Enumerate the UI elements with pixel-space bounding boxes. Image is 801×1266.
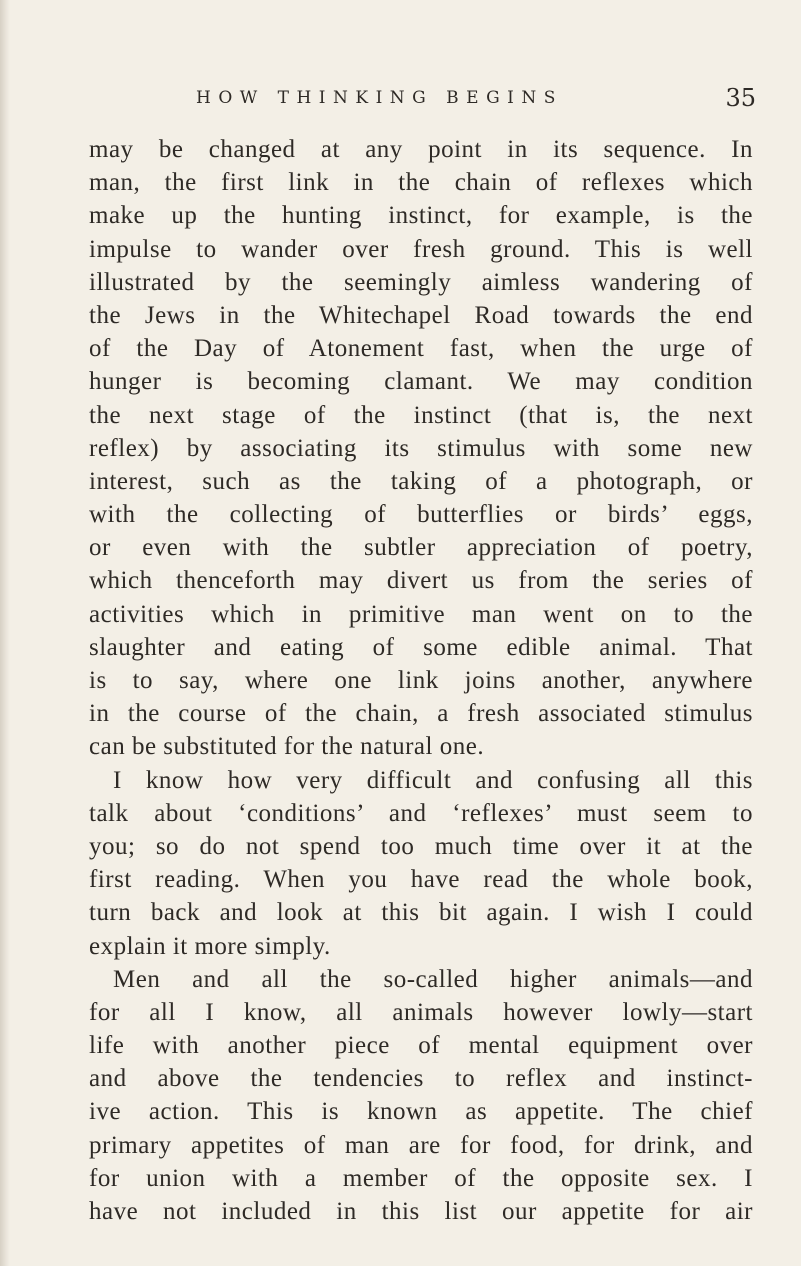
page-gutter-shadow [0, 0, 10, 1266]
text-line: Men and all the so-called higher animals—and [113, 965, 753, 993]
text-line: turn back and look at this bit again. I wish I could [89, 899, 753, 927]
text-line: talk about ‘conditions’ and ‘reflexes’ must seem to [89, 799, 753, 827]
page-number: 35 [725, 84, 756, 112]
text-line: make up the hunting instinct, for example, is the [89, 202, 753, 230]
body-text [89, 133, 753, 1228]
text-line: for union with a member of the opposite sex. I [89, 1164, 753, 1192]
text-line: for all I know, all animals however lowly—start [89, 998, 753, 1026]
text-line: hunger is becoming clamant. We may condition [89, 368, 753, 396]
text-line: you; so do not spend too much time over it at the [89, 832, 753, 860]
text-line: in the course of the chain, a fresh associated stimulus [89, 700, 753, 728]
text-line: illustrated by the seemingly aimless wandering of [89, 268, 753, 296]
text-line: is to say, where one link joins another, anywhere [89, 667, 753, 694]
running-title: HOW THINKING BEGINS [196, 88, 563, 108]
text-line: man, the first link in the chain of reflexes which [89, 169, 753, 197]
text-line: impulse to wander over fresh ground. This is well [89, 235, 753, 263]
text-line: activities which in primitive man went on to the [89, 600, 753, 628]
text-line: may be changed at any point in its sequence. In [89, 136, 753, 163]
text-line: with the collecting of butterflies or birds’ eggs, [89, 501, 753, 529]
text-line: can be substituted for the natural one. [89, 733, 485, 761]
text-line: interest, such as the taking of a photograph, or [89, 467, 753, 495]
text-line: reflex) by associating its stimulus with some new [89, 434, 753, 462]
text-line: slaughter and eating of some edible animal. That [89, 633, 753, 661]
text-line: I know how very difficult and confusing all this [113, 766, 753, 794]
text-line: have not included in this list our appetite for air [89, 1198, 753, 1225]
text-line: the next stage of the instinct (that is, the next [89, 401, 753, 429]
text-line: first reading. When you have read the whole book, [89, 866, 753, 894]
text-line: or even with the subtler appreciation of poetry, [89, 534, 753, 562]
paragraph-2 [89, 764, 753, 963]
text-line: explain it more simply. [89, 932, 331, 960]
text-line: the Jews in the Whitechapel Road towards the end [89, 301, 753, 329]
text-line: and above the tendencies to reflex and instinct- [89, 1065, 753, 1093]
text-line: of the Day of Atonement fast, when the urge of [89, 335, 753, 363]
running-head [196, 84, 756, 114]
text-line: life with another piece of mental equipment over [89, 1032, 753, 1060]
text-line: ive action. This is known as appetite. The chief [89, 1098, 753, 1126]
paragraph-1 [89, 133, 753, 764]
text-line: which thenceforth may divert us from the series of [89, 567, 753, 595]
text-line: primary appetites of man are for food, for drink, and [89, 1131, 753, 1159]
paragraph-3 [89, 963, 753, 1229]
